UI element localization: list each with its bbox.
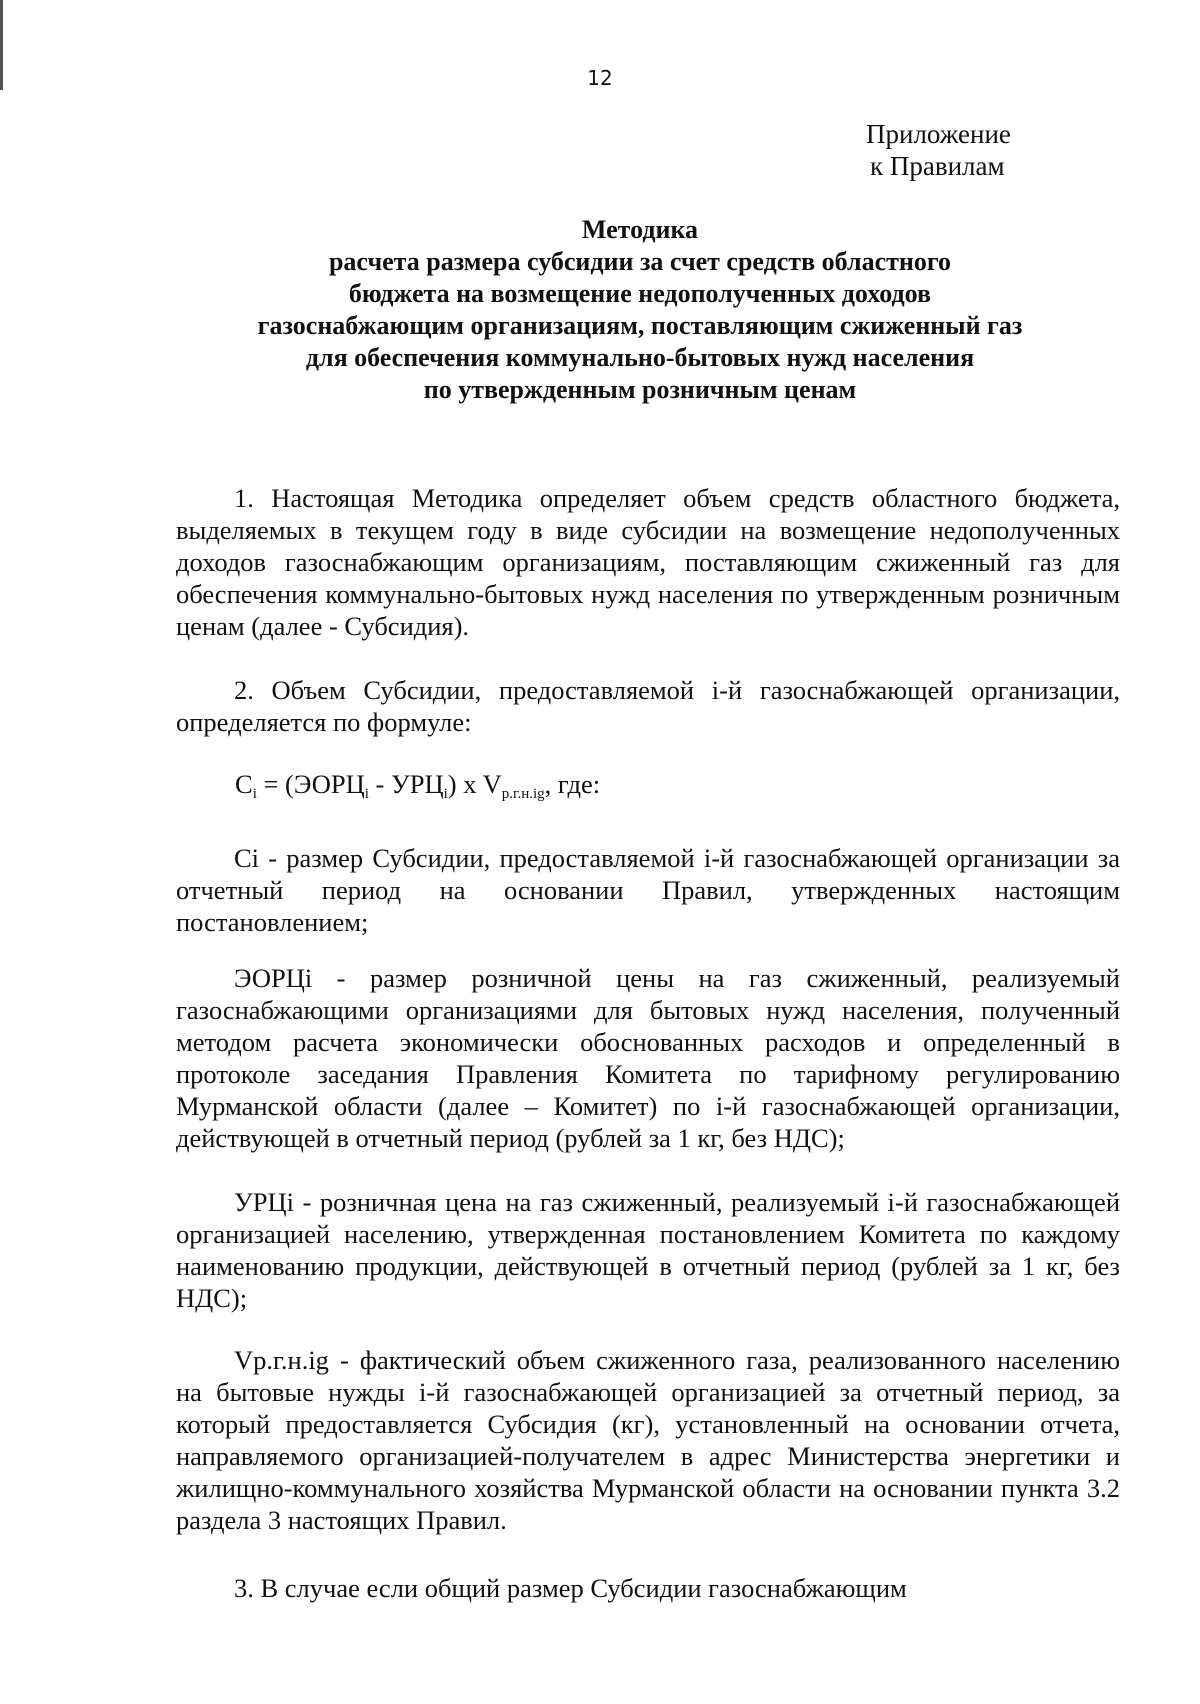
paragraph-2: [176, 674, 1120, 738]
definition-volume: [176, 1344, 1120, 1536]
formula-tail: , где:: [544, 769, 601, 799]
appendix-header: [866, 118, 1011, 182]
formula-lhs: C: [235, 769, 253, 799]
paragraph-3: [176, 1572, 1120, 1604]
definition-eorc: [176, 962, 1120, 1154]
paragraph-3-text: 3. В случае если общий размер Субсидии газоснабжающим: [234, 1573, 907, 1603]
formula-eorc: = (ЭОРЦ: [256, 769, 365, 799]
formula-eorc-sub: i: [364, 786, 369, 802]
title-line-2: расчета размера субсидии за счет средств областного: [328, 247, 952, 276]
title-line-3: бюджета на возмещение недополученных доходов: [348, 279, 932, 308]
paragraph-1-text: 1. Настоящая Методика определяет объем средств областного бюджета, выделяемых в текущем году в виде субсидии на возмещение недополученных доходов газоснабжающим организациям, поставляющим сжиженный газ для обеспечения коммунально-бытовых нужд населения по утвержденным розничным ценам (далее - Субсидия).: [176, 483, 1120, 641]
title-line-4: газоснабжающим организациям, поставляющим сжиженный газ: [257, 311, 1023, 340]
page-number: 12: [587, 66, 613, 90]
paragraph-2-text: 2. Объем Субсидии, предоставляемой i-й газоснабжающей организации, определяется по формуле:: [176, 675, 1120, 737]
definition-eorc-text: ЭОРЦi - размер розничной цены на газ сжиженный, реализуемый газоснабжающими организациями для бытовых нужд населения, полученный методом расчета экономически обоснованных расходов и определенный в протоколе заседания Правления Комитета по тарифному регулированию Мурманской области (далее – Комитет) по i-й газоснабжающей организации, действующей в отчетный период (рублей за 1 кг, без НДС);: [176, 963, 1120, 1153]
subsidy-formula: [235, 768, 600, 810]
paragraph-1: [176, 482, 1120, 642]
document-title: [170, 214, 1110, 406]
formula-volume: ) x V: [447, 769, 502, 799]
appendix-line-1: Приложение: [866, 119, 1011, 149]
formula-urc: - УРЦ: [368, 769, 444, 799]
formula-urc-sub: i: [443, 786, 448, 802]
definition-urc-text: УРЦi - розничная цена на газ сжиженный, реализуемый i-й газоснабжающей организацией населению, утвержденная постановлением Комитета по каждому наименованию продукции, действующей в отчетный период (рублей за 1 кг, без НДС);: [176, 1187, 1120, 1313]
definition-volume-text: Vр.г.н.ig - фактический объем сжиженного газа, реализованного населению на бытовые нужды i-й газоснабжающей организацией за отчетный период, за который предоставляется Субсидия (кг), установленный на основании отчета, направляемого организацией-получателем в адрес Министерства энергетики и жилищно-коммунального хозяйства Мурманской области на основании пункта 3.2 раздела 3 настоящих Правил.: [176, 1345, 1120, 1535]
appendix-line-2: к Правилам: [870, 151, 1005, 181]
definition-ci-text: Ci - размер Субсидии, предоставляемой i-й газоснабжающей организации за отчетный период на основании Правил, утвержденных настоящим постановлением;: [176, 843, 1120, 937]
definition-urc: [176, 1186, 1120, 1314]
formula-volume-sub: р.г.н.ig: [501, 786, 545, 802]
title-line-6: по утвержденным розничным ценам: [423, 375, 857, 404]
definition-ci: [176, 842, 1120, 938]
formula-lhs-sub: i: [252, 786, 257, 802]
title-line-1: Методика: [581, 215, 699, 244]
title-line-5: для обеспечения коммунально-бытовых нужд населения: [305, 343, 975, 372]
